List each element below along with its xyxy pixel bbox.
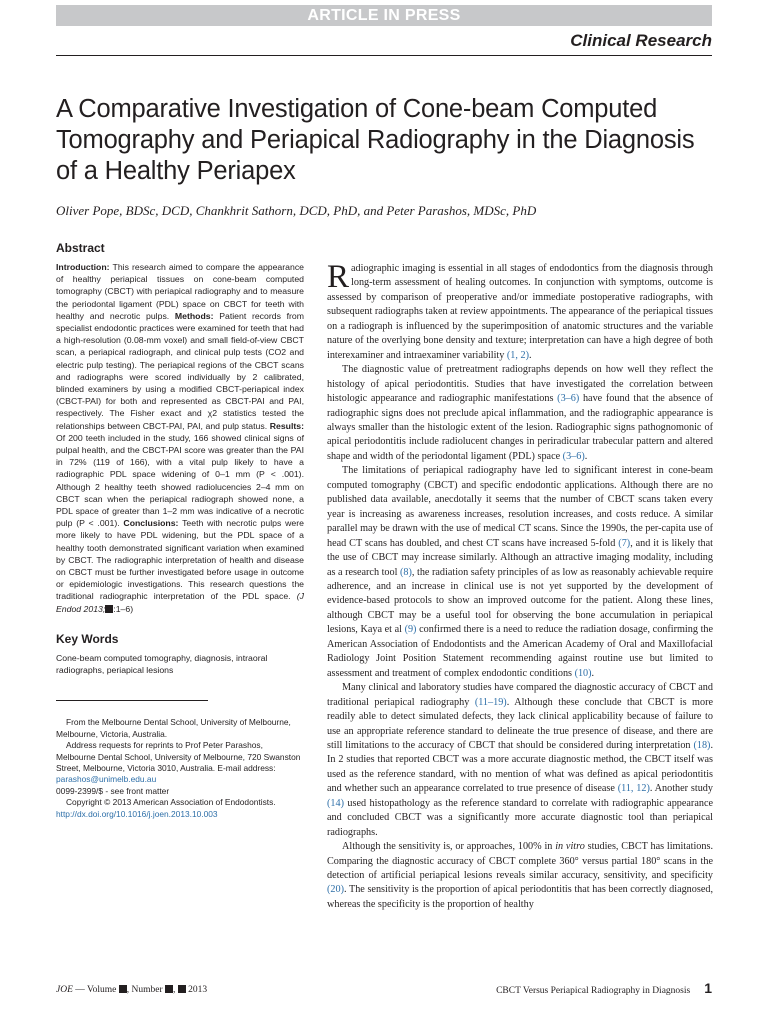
page-number: 1	[704, 980, 712, 996]
citation-link[interactable]: (14)	[327, 797, 344, 809]
placeholder-square-icon	[178, 985, 186, 993]
citation-link[interactable]: (1, 2)	[506, 349, 529, 361]
article-in-press-banner: ARTICLE IN PRESS	[56, 5, 712, 26]
footer-running-title	[496, 980, 712, 999]
body-text: , the radiation safety principles of as low as reasonably achievable require adherence, and an increase in clinical use is not yet supported by the development of evidence-based protocols to show an improved outcome for the patient. Along these lines, although CBCT may be a useful tool for observing the bone accumulation in periapical lesions, Kaya et al	[327, 566, 713, 636]
reprint-address: Address requests for reprints to Prof Peter Parashos, Melbourne Dental School, University of Melbourne, 720 Swanston Street, Melbourne, Victoria 3010, Australia. E-mail address:	[56, 740, 301, 773]
body-text: studies, CBCT has limitations. Comparing the diagnostic accuracy of CBCT complete 360° versus partial 180° scans in the detection of artificial periapical lesions reveals similar accuracy, sensitivity, and specificity	[327, 841, 714, 882]
body-text: . Another study	[649, 783, 713, 795]
running-title: CBCT Versus Periapical Radiography in Diagnosis	[496, 986, 691, 996]
methods-label: Methods:	[174, 310, 214, 321]
footnotes	[56, 717, 304, 820]
body-text: used histopathology as the reference standard to correlate with radiographic appearance and concluded CBCT was a significantly more accurate diagnostic tool than periapical radiographs.	[327, 797, 713, 838]
footnote-divider	[56, 700, 208, 701]
body-text: have found that the absence of radiographic signs does not preclude apical inflammation, and the radiographic appearance is always smaller than the histologic extent of the lesion. Radiographic signs pathognomonic of apical periodontitis include radiolucent changes in periradicular trabecular pattern and altered shape and width of the periodontal ligament (PDL) space	[327, 393, 713, 462]
body-text: Although the sensitivity is, or approaches, 100% in	[342, 841, 556, 853]
results-label: Results:	[269, 420, 304, 431]
citation-link[interactable]: (10)	[574, 667, 592, 679]
body-text: adiographic imaging is essential in all stages of endodontics from the diagnosis through long-term assessment of healing outcomes. In conjunction with symptoms, outcome is assessed by comparison of preoperative and/or immediate postoperative radiographs, with subsequent radiographs taken at review appointments. The appearance of the periapical tissues on a radiograph is influenced by the superimposition of anatomic structures and the variable nature of the overlying bone density and texture; interpretation can have a high degree of both interexaminer and intraexaminer variability	[327, 263, 713, 361]
keywords-section	[56, 631, 304, 676]
placeholder-square-icon	[165, 985, 173, 993]
abstract-section	[56, 240, 304, 615]
introduction-label: Introduction:	[56, 262, 110, 272]
body-text: .	[528, 349, 532, 361]
journal-citation-pages: :1–6)	[113, 603, 134, 614]
body-text: . Although these conclude that CBCT is more readily able to detect simulated defects, they lack clinical applicability because of failure to use an appropriate reference standard to delineate the true presence of disease, and there are still limitations to the accuracy of CBCT that should be considered during interpretation	[327, 696, 713, 751]
citation-link[interactable]: (11–19)	[474, 696, 507, 708]
volume-label: — Volume	[72, 985, 119, 995]
body-text: Many clinical and laboratory studies have compared the diagnostic accuracy of CBCT and traditional periapical radiography	[327, 682, 713, 708]
affiliation-note: From the Melbourne Dental School, University of Melbourne, Melbourne, Victoria, Australia.	[56, 717, 291, 739]
email-link[interactable]: parashos@unimelb.edu.au	[56, 774, 157, 785]
body-text: .	[584, 450, 588, 462]
article-title: A Comparative Investigation of Cone-beam Computed Tomography and Periapical Radiography in the Diagnosis of a Healthy Periapex	[56, 95, 695, 185]
body-text: .	[591, 667, 595, 679]
citation-link[interactable]: (3–6)	[557, 393, 580, 405]
journal-abbrev: JOE	[56, 985, 73, 995]
left-column	[56, 240, 304, 820]
body-paragraph-5	[327, 840, 713, 912]
body-text-italic: in vitro	[555, 841, 585, 853]
placeholder-square-icon	[119, 985, 127, 993]
citation-link[interactable]: (9)	[404, 624, 417, 636]
footer-journal-info: JOE — Volume , Number , 2013	[56, 985, 208, 995]
body-paragraph-2	[327, 363, 713, 464]
abstract-heading: Abstract	[56, 241, 105, 255]
reprint-address-note	[56, 740, 304, 786]
section-label: Clinical Research	[570, 31, 712, 50]
keywords-text: Cone-beam computed tomography, diagnosis, intraoral radiographs, periapical lesions	[56, 652, 268, 676]
methods-text: Patient records from specialist endodontic practices were examined for teeth that had a high-resolution (0.08-mm voxel) and small field-of-view CBCT scan, a periapical radiograph, and clinical pulp tests (CO2 and electric pulp testing). The periapical regions of the CBCT scans and radiographs were scored individually by 2 calibrated, blinded examiners by using a modified CBCT-periapical index (CBCT-PAI) for both and represented as CBCT-PAI and PAI, respectively. The Fisher exact and χ2 statistics tested the relationships between CBCT-PAI, PAI, and pulp status.	[56, 310, 304, 431]
body-text: The diagnostic value of pretreatment radiographs depends on how well they reflect the histology of apical periodontitis. Studies that have investigated the correlation between histologic appearance and radiographic manifestations	[327, 364, 713, 405]
citation-link[interactable]: (11, 12)	[617, 783, 650, 795]
citation-link[interactable]: (3–6)	[562, 450, 585, 462]
body-text: , and it is likely that the use of CBCT may increase similarly. Although an attractive imaging modality, including as a research tool	[327, 537, 713, 578]
copyright-note: Copyright © 2013 American Association of Endodontists.	[66, 797, 276, 808]
results-text: Of 200 teeth included in the study, 166 showed clinical signs of pulpal health, and the CBCT-PAI score was greater than the PAI in 72% (119 of 166), with a vital pulp likely to have a radiographic PDL space widening of 0–1 mm (P < .001). Although 2 healthy teeth showed radiolucencies 2–4 mm on CBCT scan when the periapical radiograph showed none, a PDL space of greater than 1–2 mm was indicative of a necrotic pulp (P < .001).	[56, 432, 304, 529]
body-paragraph-1	[327, 259, 713, 363]
conclusions-label: Conclusions:	[123, 518, 179, 529]
issn-note: 0099-2399/$ - see front matter	[56, 785, 170, 796]
abstract-text	[56, 261, 304, 615]
header-divider	[56, 55, 712, 56]
keywords-heading: Key Words	[56, 631, 119, 646]
body-text: . In 2 studies that reported CBCT was a more accurate diagnostic method, the CBCT itself was used as the reference standard, with no mention of what was defined as apical periodontitis and whether such an appearance correlated to true presence of disease	[327, 739, 713, 795]
citation-link[interactable]: (20)	[327, 884, 344, 896]
body-text: confirmed there is a need to reduce the radiation dosage, confirming the American Association of Endodontists and the American Academy of Oral and Maxillofacial Radiology Joint Position Statement recommending against routine use but limited to assessment and treatment of complex endodontic conditions	[327, 624, 714, 679]
body-text: . The sensitivity is the proportion of apical periodontitis that has been correctly diagnosed, whereas the specificity is the proportion of healthy	[327, 884, 713, 910]
number-label: , Number	[126, 985, 165, 995]
citation-link[interactable]: (8)	[400, 566, 412, 578]
conclusions-text: Teeth with necrotic pulps were more likely to have PDL widening, but the PDL space of a healthy tooth demonstrated significant variation when examined by CBCT. The radiographic interpretation of health and disease on CBCT must be further investigated before usage in outcome or epidemiologic investigations. This research questions the traditional radiographic interpretation of the PDL space.	[56, 518, 304, 602]
introduction-text: This research aimed to compare the appearance of healthy periapical tissues on cone-beam computed tomography (CBCT) with periapical radiography and to measure the periodontal ligament (PDL) space on CBCT for teeth with healthy and necrotic pulps.	[56, 262, 304, 321]
body-paragraph-4	[327, 681, 713, 840]
citation-link[interactable]: (7)	[618, 537, 631, 549]
body-paragraph-3	[327, 464, 713, 681]
journal-citation: (J Endod 2013;	[56, 591, 304, 614]
author-list: Oliver Pope, BDSc, DCD, Chankhrit Sathorn, DCD, PhD, and Peter Parashos, MDSc, PhD	[56, 203, 537, 218]
year: 2013	[188, 985, 208, 995]
body-text: The limitations of periapical radiography have led to significant interest in cone-beam computed tomography (CBCT) and specific endodontic applications. Although there are no published data available, anecdotally it seems that the number of CBCT scans taken every year is increasing as awareness increases, resolution increases, and costs reduce. A similar parallel may be drawn with the use of medical CT scans. Since the 1990s, the per-capita use of head CT scans has doubled, and chest CT scans have increased 5-fold	[327, 465, 713, 549]
citation-link[interactable]: (18)	[693, 739, 711, 751]
doi-link[interactable]: http://dx.doi.org/10.1016/j.joen.2013.10.003	[56, 808, 218, 819]
body-text-column	[327, 259, 714, 912]
drop-cap: R	[327, 259, 350, 295]
